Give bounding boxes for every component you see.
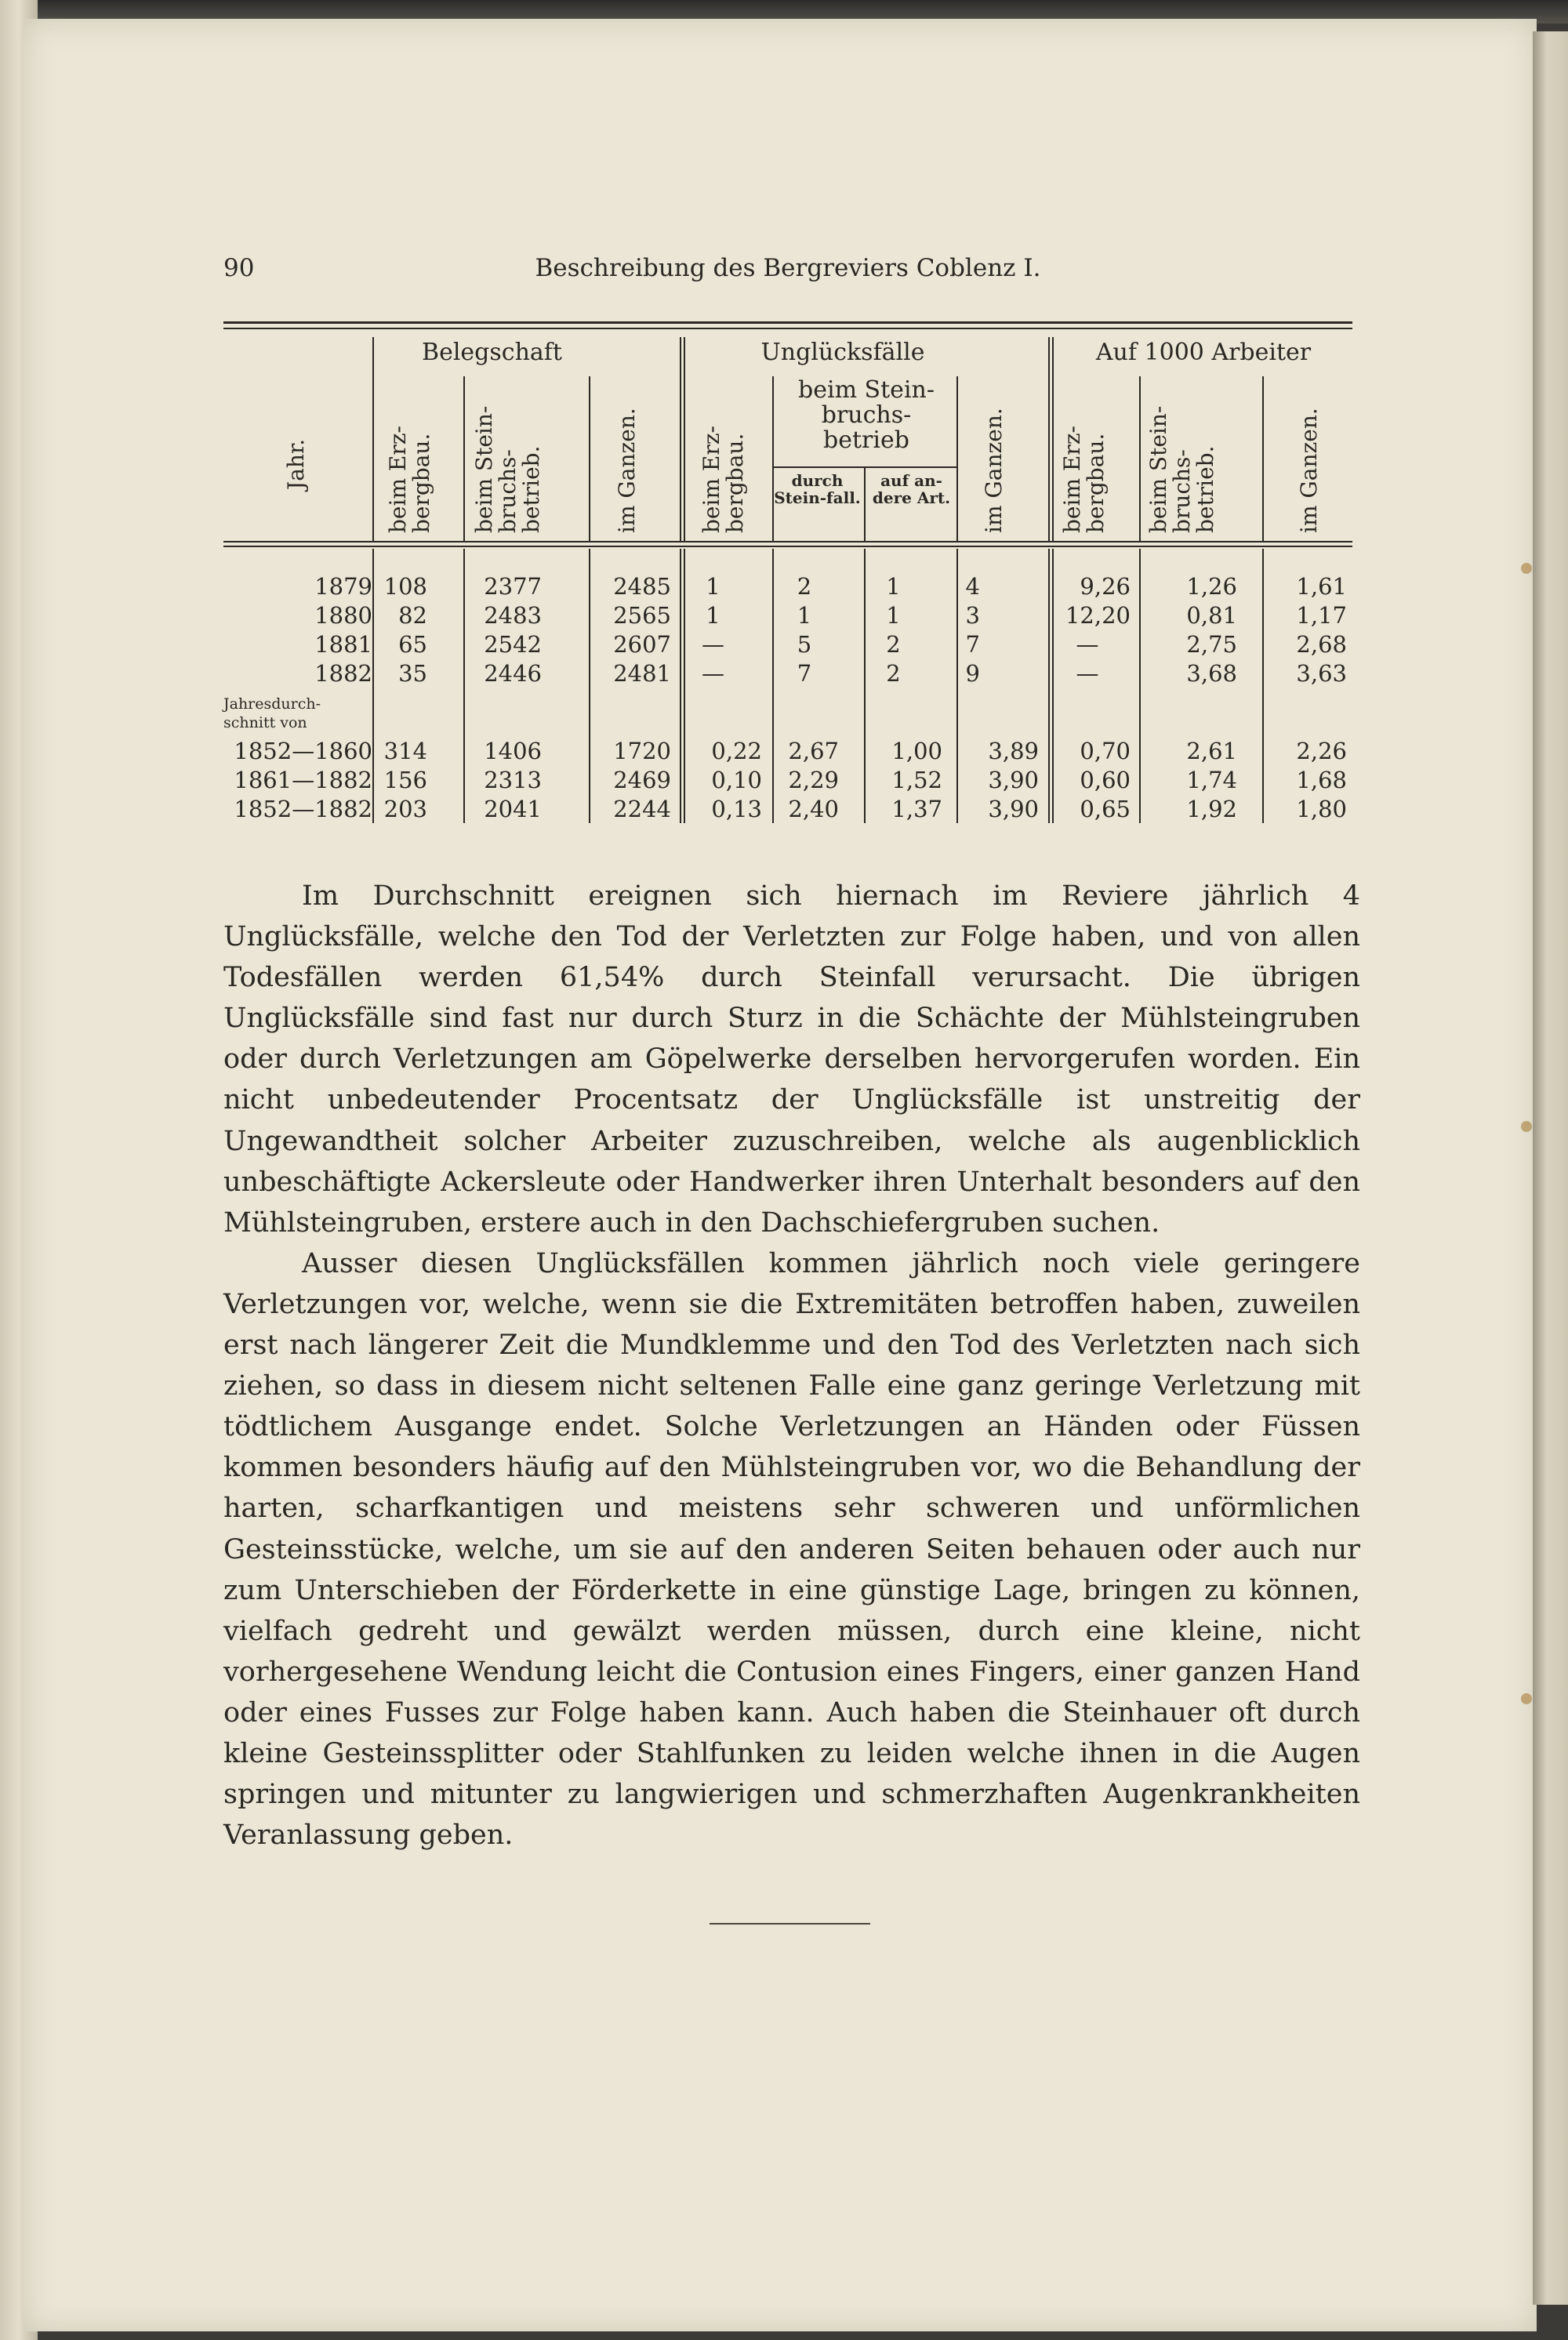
cell-auf1000-erz: 0,60 <box>1080 767 1131 793</box>
col-header-unglueck-stein: beim Stein- bruchs- betrieb <box>798 376 935 454</box>
statistics-table <box>223 321 1352 831</box>
table-top-rule <box>223 328 1352 329</box>
cell-unglueck-steinfall: 2,40 <box>788 796 839 822</box>
cell-unglueck-andere: 1 <box>886 602 901 629</box>
cell-belegschaft-stein: 1406 <box>484 738 542 764</box>
col-header-auf1000-stein: beim Stein- bruchs- betrieb. <box>1145 405 1218 533</box>
cell-unglueck-steinfall: 7 <box>797 660 812 687</box>
cell-belegschaft-erz: 35 <box>398 660 427 687</box>
cell-unglueck-steinfall: 2,67 <box>788 738 839 764</box>
cell-auf1000-erz: 0,65 <box>1080 796 1131 822</box>
cell-unglueck-erz: 0,10 <box>711 767 762 793</box>
col-header-unglueck-erz: beim Erz- bergbau. <box>699 426 748 533</box>
group-ungluecksfaelle: Unglücksfälle <box>760 339 925 366</box>
column-divider <box>684 337 685 542</box>
cell-unglueck-andere: 1,00 <box>891 738 942 764</box>
cell-unglueck-erz: 1 <box>706 602 720 629</box>
end-rule <box>710 1923 870 1925</box>
column-divider <box>864 466 866 542</box>
table-row <box>223 572 1352 601</box>
group-auf-1000-arbeiter: Auf 1000 Arbeiter <box>1095 339 1312 366</box>
column-divider <box>1262 376 1264 542</box>
cell-auf1000-stein: 1,74 <box>1186 767 1237 793</box>
foxing-spot <box>1521 563 1532 574</box>
cell-auf1000-ganzen: 1,80 <box>1296 796 1347 822</box>
column-divider <box>589 376 590 542</box>
column-divider <box>1139 376 1141 542</box>
cell-belegschaft-erz: 65 <box>398 631 427 658</box>
running-head <box>223 252 1352 284</box>
cell-auf1000-stein: 0,81 <box>1186 602 1237 629</box>
cell-jahr: 1879 <box>314 573 372 600</box>
column-divider <box>772 376 774 542</box>
cell-belegschaft-stein: 2542 <box>484 631 542 658</box>
cell-unglueck-steinfall: 5 <box>797 631 812 658</box>
cell-unglueck-erz: 1 <box>706 573 720 600</box>
cell-belegschaft-ganzen: 2607 <box>613 631 671 658</box>
cell-auf1000-ganzen: 2,68 <box>1296 631 1347 658</box>
cell-unglueck-steinfall: 2,29 <box>788 767 839 793</box>
group-belegschaft: Belegschaft <box>422 339 562 366</box>
table-row <box>223 659 1352 688</box>
table-row <box>223 795 1352 824</box>
column-divider <box>463 376 465 542</box>
column-divider <box>956 376 958 542</box>
cell-jahr: 1852—1860 <box>234 738 372 764</box>
column-divider <box>372 337 374 542</box>
header-bottom-rule <box>223 541 1352 542</box>
column-divider <box>1048 337 1050 542</box>
cell-auf1000-erz: — <box>1076 660 1099 687</box>
cell-auf1000-ganzen: 1,61 <box>1296 573 1347 600</box>
cell-unglueck-ganzen: 3 <box>965 602 980 629</box>
cell-belegschaft-erz: 156 <box>383 767 427 793</box>
cell-jahr: 1882 <box>314 660 372 687</box>
cell-unglueck-andere: 2 <box>886 631 901 658</box>
cell-belegschaft-stein: 2377 <box>484 573 542 600</box>
page-title: Beschreibung des Bergreviers Coblenz I. <box>535 254 1041 282</box>
cell-auf1000-stein: 1,92 <box>1186 796 1237 822</box>
foxing-spot <box>1521 1693 1532 1704</box>
average-label: Jahresdurch-schnitt von <box>223 695 321 731</box>
cell-belegschaft-ganzen: 2481 <box>613 660 671 687</box>
cell-auf1000-stein: 2,61 <box>1186 738 1237 764</box>
page-right-edge <box>1533 31 1568 2305</box>
cell-jahr: 1881 <box>314 631 372 658</box>
cell-unglueck-ganzen: 7 <box>965 631 980 658</box>
cell-unglueck-andere: 2 <box>886 660 901 687</box>
cell-unglueck-ganzen: 3,90 <box>988 796 1039 822</box>
paragraph: Im Durchschnitt ereignen sich hiernach im Reviere jährlich 4 Unglücksfälle, welche den Tod der Verletzten zur Folge haben, und von allen Todesfällen werden 61,54% durch Steinfall verursacht. Die übrigen Unglücksfälle sind fast nur durch Sturz in die Schächte der Mühlsteingruben oder durch Verletzungen am Göpelwerke derselben hervorgerufen worden. Ein nicht unbedeutender Procentsatz der Unglücksfälle ist unstreitig der Ungewandtheit solcher Arbeiter zuzuschreiben, welche als augenblicklich unbeschäftigte Ackersleute oder Handwerker ihren Unterhalt besonders auf den Mühlsteingruben, erstere auch in den Dachschiefergruben suchen. <box>223 880 1360 1239</box>
cell-belegschaft-erz: 108 <box>383 573 427 600</box>
foxing-spot <box>1521 1121 1532 1132</box>
cell-unglueck-erz: — <box>702 660 724 687</box>
cell-jahr: 1861—1882 <box>234 767 372 793</box>
cell-auf1000-ganzen: 2,26 <box>1296 738 1347 764</box>
page-number: 90 <box>223 254 255 282</box>
cell-belegschaft-stein: 2483 <box>484 602 542 629</box>
col-header-belegschaft-stein: beim Stein- bruchs- betrieb. <box>471 405 544 533</box>
cell-belegschaft-erz: 203 <box>383 796 427 822</box>
cell-unglueck-ganzen: 3,90 <box>988 767 1039 793</box>
col-header-jahr: Jahr. <box>283 438 309 490</box>
cell-unglueck-steinfall: 2 <box>797 573 812 600</box>
paragraph: Ausser diesen Unglücksfällen kommen jährlich noch viele geringere Verletzungen vor, welche, wenn sie die Extremitäten betroffen haben, zuweilen erst nach längerer Zeit die Mundklemme und den Tod des Verletzten nach sich ziehen, so dass in diesem nicht seltenen Falle eine ganz geringe Verletzung mit tödtlichem Ausgange endet. Solche Verletzungen an Händen oder Füssen kommen besonders häufig auf den Mühlsteingruben vor, wo die Behandlung der harten, scharfkantigen und meistens sehr schweren und unförmlichen Gesteinsstücke, welche, um sie auf den anderen Seiten behauen oder auch nur zum Unterschieben der Förderkette in eine günstige Lage, bringen zu können, vielfach gedreht und gewälzt werden müssen, durch eine kleine, nicht vorhergesehene Wendung leicht die Contusion eines Fingers, einer ganzen Hand oder eines Fusses zur Folge haben kann. Auch haben die Steinhauer oft durch kleine Gesteinssplitter oder Stahlfunken zu leiden welche ihnen in die Augen springen und mitunter zu langwierigen und schmerzhaften Augenkrankheiten Veranlassung geben. <box>223 1247 1360 1852</box>
cell-unglueck-steinfall: 1 <box>797 602 812 629</box>
table-row <box>223 630 1352 659</box>
col-header-belegschaft-erz: beim Erz- bergbau. <box>385 426 434 533</box>
column-divider <box>1052 337 1054 542</box>
cell-auf1000-stein: 1,26 <box>1186 573 1237 600</box>
cell-unglueck-erz: 0,22 <box>711 738 762 764</box>
cell-auf1000-ganzen: 3,63 <box>1296 660 1347 687</box>
cell-belegschaft-ganzen: 2469 <box>613 767 671 793</box>
cell-unglueck-ganzen: 3,89 <box>988 738 1039 764</box>
cell-unglueck-ganzen: 4 <box>965 573 980 600</box>
cell-belegschaft-ganzen: 1720 <box>613 738 671 764</box>
cell-belegschaft-erz: 82 <box>398 602 427 629</box>
table-row <box>223 601 1352 630</box>
cell-auf1000-erz: 9,26 <box>1080 573 1131 600</box>
cell-auf1000-erz: — <box>1076 631 1099 658</box>
cell-auf1000-ganzen: 1,17 <box>1296 602 1347 629</box>
cell-auf1000-stein: 3,68 <box>1186 660 1237 687</box>
cell-auf1000-stein: 2,75 <box>1186 631 1237 658</box>
cell-unglueck-erz: 0,13 <box>711 796 762 822</box>
cell-unglueck-ganzen: 9 <box>965 660 980 687</box>
cell-auf1000-erz: 12,20 <box>1065 602 1131 629</box>
column-divider <box>680 337 681 542</box>
cell-unglueck-andere: 1,52 <box>891 767 942 793</box>
cell-belegschaft-stein: 2041 <box>484 796 542 822</box>
cell-jahr: 1880 <box>314 602 372 629</box>
col-header-durch-steinfall: durch Stein-fall. <box>774 471 861 507</box>
cell-belegschaft-ganzen: 2485 <box>613 573 671 600</box>
cell-belegschaft-stein: 2313 <box>484 767 542 793</box>
table-top-rule <box>223 321 1352 324</box>
cell-jahr: 1852—1882 <box>234 796 372 822</box>
cell-belegschaft-stein: 2446 <box>484 660 542 687</box>
col-header-unglueck-ganzen: im Ganzen. <box>981 408 1007 533</box>
cell-belegschaft-ganzen: 2244 <box>613 796 671 822</box>
cell-belegschaft-ganzen: 2565 <box>613 602 671 629</box>
col-header-auf1000-erz: beim Erz- bergbau. <box>1059 426 1109 533</box>
column-divider <box>772 466 956 468</box>
cell-unglueck-andere: 1 <box>886 573 901 600</box>
col-header-auf-andere-art: auf an-dere Art. <box>872 471 951 507</box>
table-row <box>223 737 1352 766</box>
cell-auf1000-ganzen: 1,68 <box>1296 767 1347 793</box>
header-bottom-rule <box>223 546 1352 547</box>
cell-auf1000-erz: 0,70 <box>1080 738 1131 764</box>
col-header-auf1000-ganzen: im Ganzen. <box>1296 408 1322 533</box>
cell-belegschaft-erz: 314 <box>383 738 427 764</box>
table-row <box>223 766 1352 795</box>
cell-unglueck-erz: — <box>702 631 724 658</box>
body-text <box>223 876 1360 1856</box>
col-header-belegschaft-ganzen: im Ganzen. <box>614 408 640 533</box>
cell-unglueck-andere: 1,37 <box>891 796 942 822</box>
